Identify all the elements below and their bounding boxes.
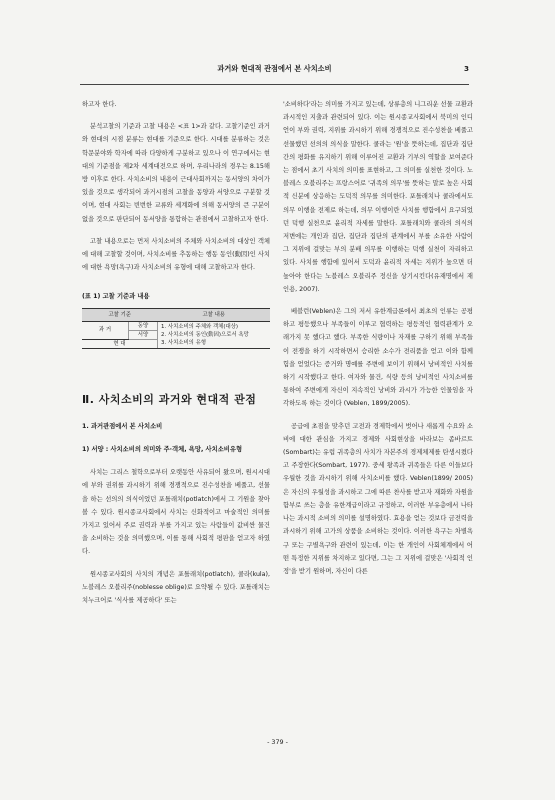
paragraph: 분석고찰의 기준과 고찰 내용은 <표 1>과 같다. 고찰기준인 과거와 현대의 시점 분류는 현대를 기준으로 한다. 시대를 분류하는 것은 학문분야와 학자에 따라 다양하게 구분하고 있으나 이 연구에서는 현대의 기준점을 제2차 세계대전으로 하며, 우리나라의 경우는 8.15해방 이후로 한다. 사치소비의 내용이 근대사회까지는 동서양의 차이가 있을 것으로 생각되어 과거시점의 고찰을 동양과 서양으로 구분할 것이며, 현대 사회는 빈번한 교류와 세계화에 의해 동서양의 큰 구분이 없을 것으로 판단되어 동서양을 통합하는 관점에서 고찰하고자 한다. [82, 123, 270, 223]
table-cell-modern: 현 대 [82, 339, 158, 348]
subsubsection-title: 1) 서양 : 사치소비의 의미와 주·객체, 욕망, 사치소비유형 [82, 446, 243, 454]
paragraph: '소비하다'라는 의미를 가지고 있는데, 상류층의 니그리운 선물 교환과 과시적인 지출과 관련되어 있다. 이는 원시종교사회에서 북미의 인디언이 부와 권력, 지위를 과시하기 위해 경쟁적으로 진수성찬을 베풀고 선물했던 선의의 의식을 말한다. 쿨라는 '원'을 뜻하는데, 집단과 집단간의 평화를 유지하기 위해 이루어진 교환과 기부의 역할을 보여준다는 점에서 초기 사치의 의미를 표현하고, 그 의미를 실천한 것이다. 노블레스 오블리주는 프랑스어로 '귀족의 의무'를 뜻하는 말로 높은 사회적 신분에 상응하는 도덕적 의무를 의미한다. 포틀래치나 쿨라에서도 의무 이행을 전제로 하는데, 의무 이행이란 사치를 행함에서 요구되었던 덕행 실천으로 윤리적 자세를 말한다. 포틀래치와 쿨라의 의식의 저변에는 개인과 집단, 집단과 집단의 관계에서 부를 소유한 사람이 그 지위에 걸맞는 부의 분배 의무를 이행하는 덕행 실천이 자리하고 있다. 사치를 행함에 있어서 도덕과 윤리적 자세는 지위가 높으면 더 높아야 한다는 노블레스 오블리주 정신을 상기시킨다(유재명에서 재인용, 2007). [283, 101, 473, 293]
running-header [80, 64, 469, 78]
table-cell-contents [158, 321, 271, 348]
page-footer: - 379 - [267, 738, 288, 746]
table-cell-east: 동양 [129, 321, 158, 330]
table-item: 3. 사치소비의 유형 [161, 339, 207, 346]
table-item: 2. 사치소비의 동인(動因)으로서 욕망 [161, 331, 249, 338]
table-header-row [82, 308, 270, 321]
paragraph: 베블런(Veblen)은 그의 저서 유한계급론에서 최초의 인류는 공평하고 평등했으나 부족들이 이루고 협력하는 평등적인 협력관계가 오래가지 못 했다고 했다. 부족한 식량이나 자재를 구하기 위해 부족들이 전쟁을 하기 시작하면서 승리한 소수가 전리품을 얻고 이와 함께 힘을 얻었다는 증거와 명예를 주변에 보이기 위해서 낭비적인 사치를 하기 시작했다고 한다. 여자와 물건, 식량 등의 낭비적인 사치소비를 통하여 주변에게 자신이 지속적인 낭비와 과시가 가능한 인물임을 자각하도록 하는 것이다 (Veblen, 1899/2005). [283, 308, 473, 408]
header-page-number: 3 [463, 64, 469, 73]
paragraph: 공급에 초점을 맞추던 고전과 경제학에서 벗어나 새롭게 수요와 소비에 대한 관심을 가지고 경제와 사회현상을 바라보는 좀바르트(Sombart)는 유럽 귀족층의 사치가 자본주의 경제체제를 탄생시켰다고 주장한다(Sombart, 1977). 중세 왕족과 귀족들은 다른 이들보다 우월한 것을 과시하기 위해 사치소비를 했다. Veblen(1899/ 2005)은 자신의 우월성을 과시하고 그에 따른 찬사를 받고자 재화와 자원을 함부로 쓰는 층을 유한계급이라고 규정하고, 이러한 부유층에서 나타나는 과시적 소비의 의미를 설명하였다. 효용을 얻는 것보다 금전력을 과시하기 위해 고가의 상품을 소비하는 것이다. 이러한 욕구는 차별욕구 또는 구별욕구와 관련이 있는데, 이는 한 개인이 사회체계에서 어떤 특정한 지위를 차지하고 있다면, 그는 그 지위에 걸맞은 '사회적 인정'을 받기 원하며, 자신이 다른 [283, 422, 473, 575]
paragraph: 사치는 그리스 철학으로부터 오랫동안 사유되어 왔으며, 원시시대에 부와 권위를 과시하기 위해 경쟁적으로 진수성찬을 베풀고, 선물을 하는 선의의 의식이었던 포틀래치(potlatch)에서 그 기원을 찾아볼 수 있다. 원시종교사회에서 사치는 신화적이고 마술적인 의미를 가지고 있어서 주로 권력과 부를 가지고 있는 사람들이 값비싼 물건을 소비하는 것을 의미했으며, 이를 통해 사회적 평판을 얻고자 하였다. [82, 469, 270, 556]
paragraph: 원시종교사회의 사치의 개념은 포틀래치(potlatch), 쿨라(kula), 노블레스 오블리주(noblesse oblige)로 요약될 수 있다. 포틀래치는 치누크어로 '식사를 제공하다' 또는 [82, 570, 270, 605]
table-cell-past: 과 거 [82, 321, 129, 339]
paragraph: 고찰 내용으로는 먼저 사치소비의 주체와 사치소비의 대상인 객체에 대해 고찰할 것이며, 사치소비를 추동하는 행동 동인(動因)인 사치에 대한 욕망(욕구)과 사치소비의 유형에 대해 고찰하고자 한다. [82, 237, 270, 272]
table-caption: (표 1) 고찰 기준과 내용 [82, 293, 150, 301]
table-header-content: 고찰 내용 [158, 308, 271, 321]
criteria-table [82, 308, 270, 349]
table-row [82, 321, 270, 330]
right-column [283, 98, 473, 578]
left-column [82, 98, 270, 607]
section-title: Ⅱ. 사치소비의 과거와 현대적 관점 [82, 392, 257, 406]
subsection-title: 1. 과거관점에서 본 사치소비 [82, 422, 163, 430]
table-item: 1. 사치소비의 주체와 객체(대상) [161, 323, 238, 330]
running-title: 과거와 현대적 관점에서 본 사치소비 [217, 64, 332, 73]
table-cell-west: 서양 [129, 330, 158, 339]
paragraph: 하고자 한다. [82, 101, 117, 108]
header-rule [80, 84, 469, 85]
table-header-criteria: 고찰 기준 [82, 308, 158, 321]
